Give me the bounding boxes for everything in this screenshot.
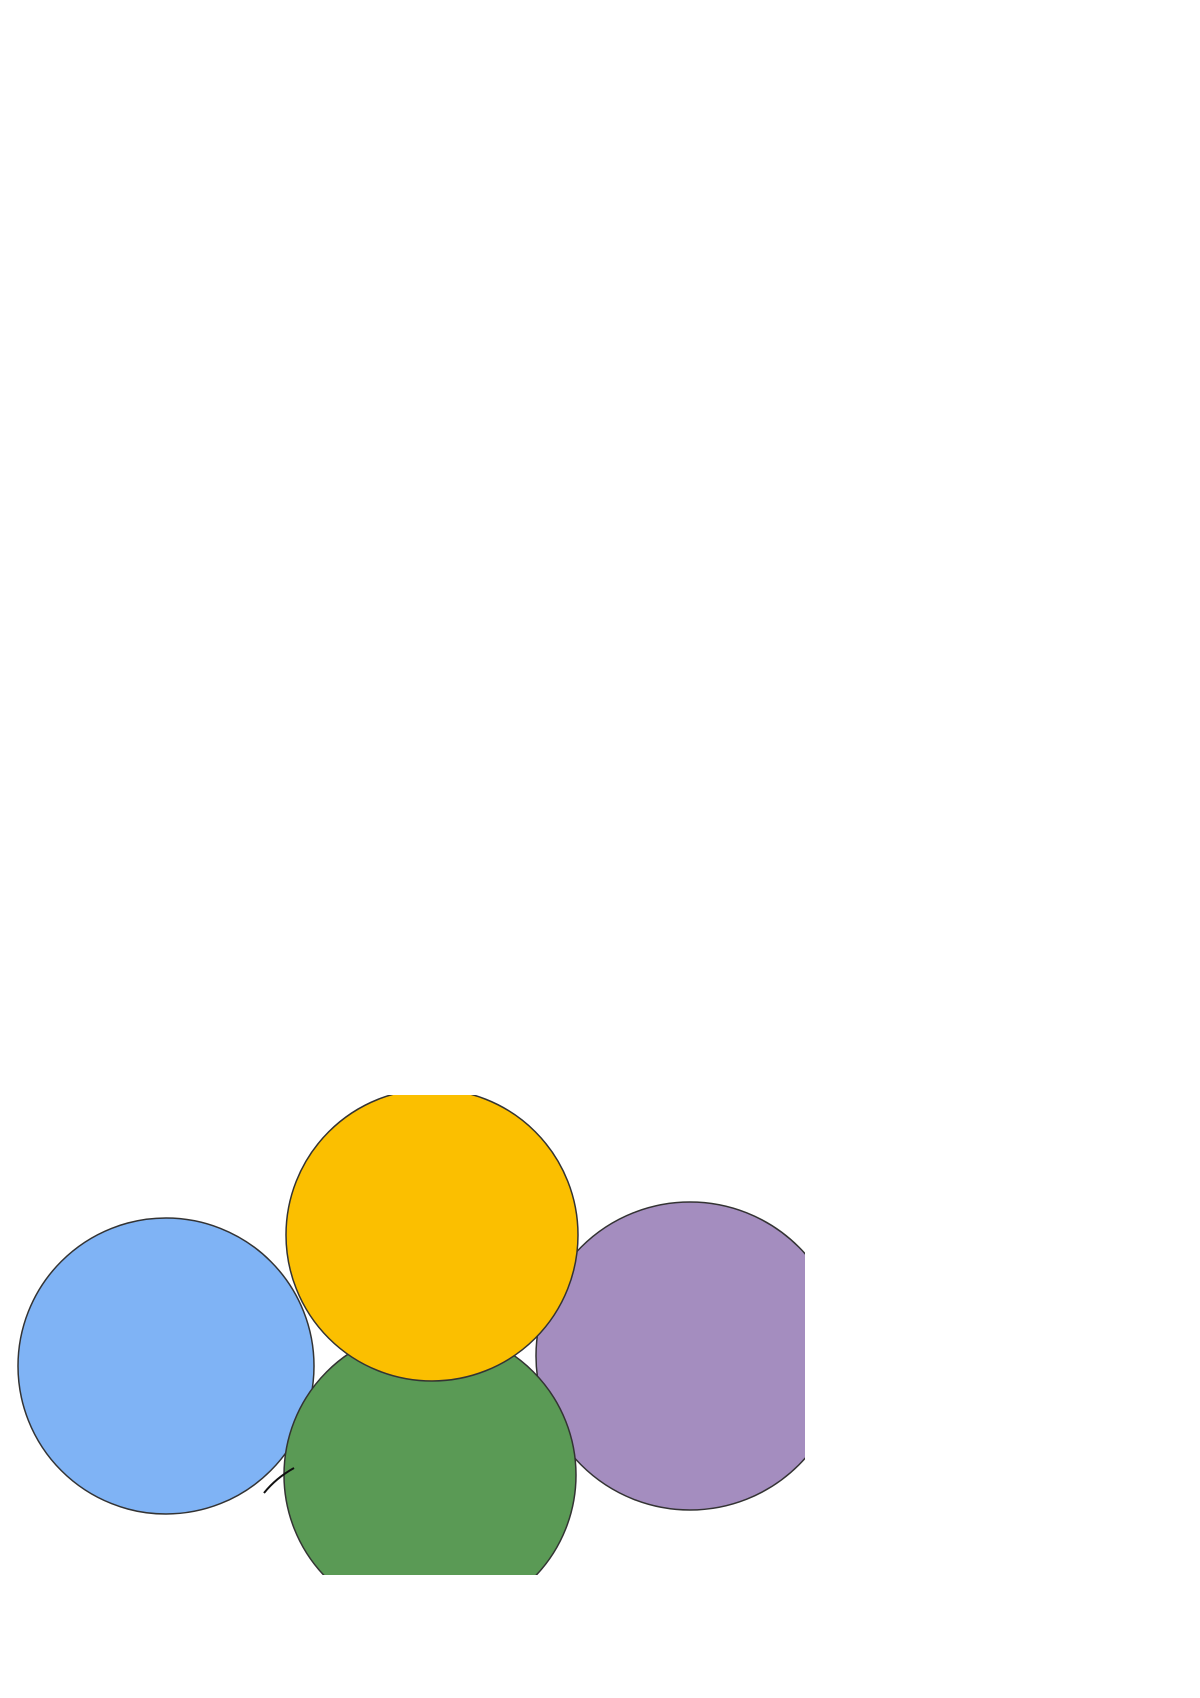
decisions-circle: [18, 1218, 314, 1514]
outcomes-circle: [536, 1202, 844, 1510]
psych-core-circle: [286, 1089, 578, 1381]
